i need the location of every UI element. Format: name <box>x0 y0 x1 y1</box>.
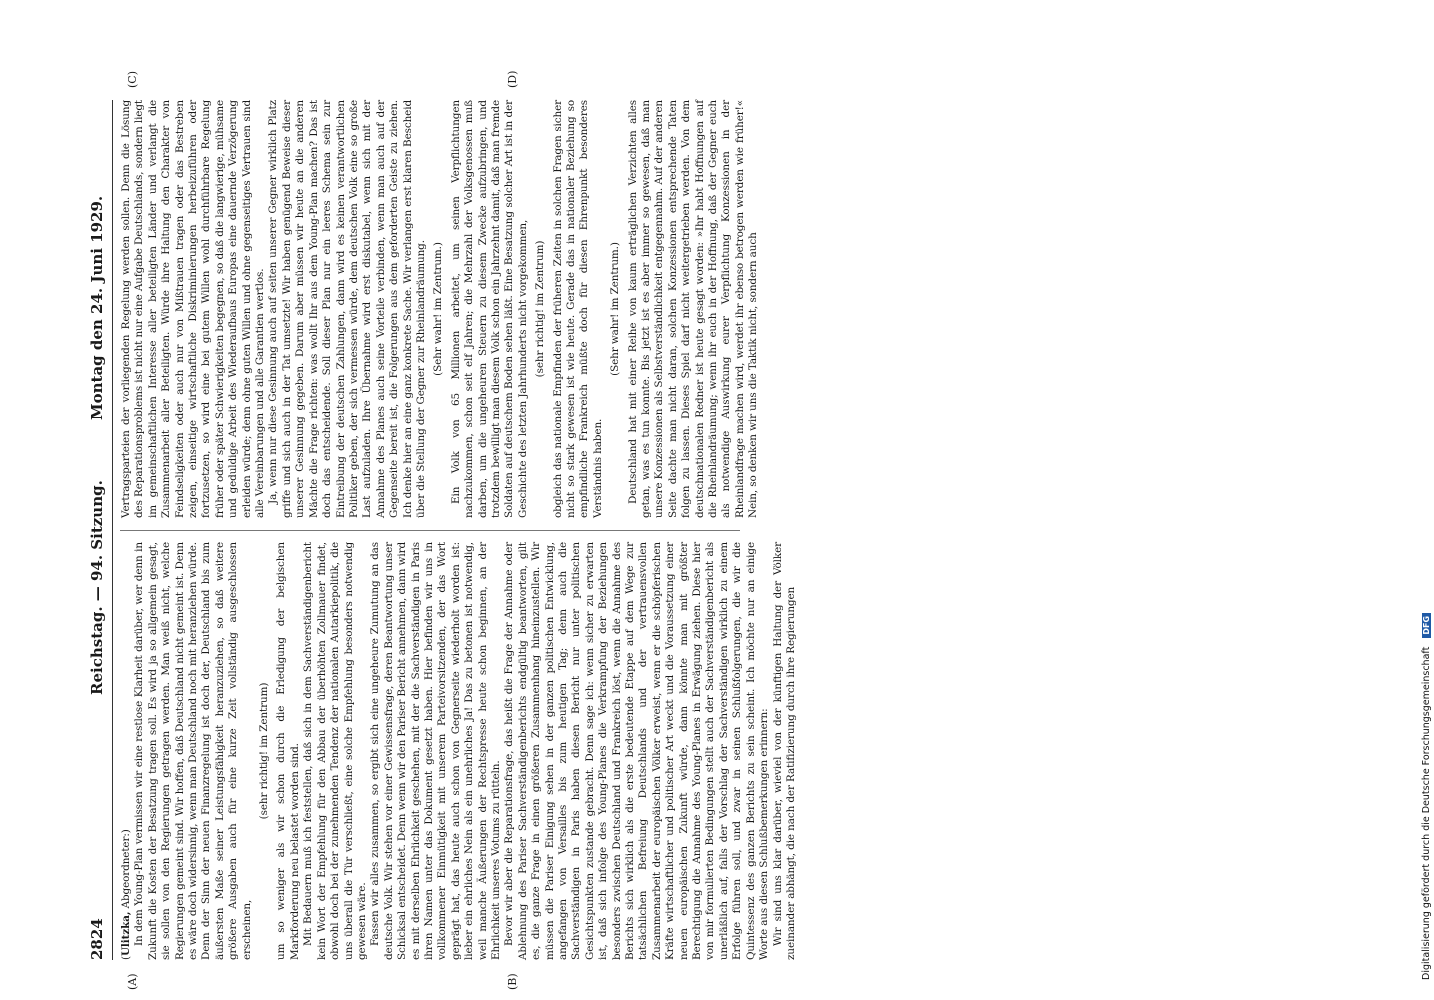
session-title: Reichstag. — 94. Sitzung. <box>88 480 106 695</box>
interjection: (sehr richtig! im Zentrum) <box>258 682 271 820</box>
paragraph: Ja, wenn nur diese Gesinnung auch auf seiten unserer Gegner wirklich Platz griffe und sich auch in der Tat umsetzte! Wir haben genügend Beweise dieser unserer Gesinnung gegeben. Darum aber müssen wir heute an die anderen Mächte die Frage richten: was wollt Ihr aus dem Young-Plan machen? Das ist doch das entscheidende. Soll dieser Plan nur ein leeres Schema sein zur Eintreibung der deutschen Zahlungen, dann wird es keinen verantwortlichen Politiker geben, der sich vermessen würde, dem deutschen Volk eine so große Last aufzuladen. Ihre Übernahme wird erst diskutabel, wenn sich mit der Annahme des Planes auch seine Vorteile verbinden, wenn man auch auf der Gegenseite bereit ist, die Folgerungen aus dem geforderten Geiste zu ziehen. Ich denke hier an eine ganz konkrete Sache. Wir verlangen erst klaren Bescheid über die Stellung der Gegner zur Rheinlandräumung. <box>267 100 427 518</box>
paragraph: In dem Young-Plan vermissen wir eine restlose Klarheit darüber, wer denn in Zukunft die Kosten der Besatzung tragen soll. Es wird ja so allgemein gesagt, sie sollen von den Regierungen getragen werden. Man weiß nicht, welche Regierungen gemeint sind. Wir hoffen, daß Deutschland nicht gemeint ist. Denn es wäre doch widersinnig, wenn man Deutschland noch mit heranziehen würde. Denn der Sinn der neuen Finanzregelung ist doch der, Deutschland bis zum äußersten Maße seiner Leistungsfähigkeit heranzuziehen, so daß weitere größere Ausgaben auch für eine kurze Zeit vollständig ausgeschlossen erscheinen, <box>133 542 253 960</box>
dfg-credit-text: Digitalisierung gefördert durch die Deutsche Forschungsgemeinschaft <box>1421 646 1432 980</box>
session-date: Montag den 24. Juni 1929. <box>88 195 106 420</box>
paragraph: Vertragsparteien der vorliegenden Regelung werden sollen. Denn die Lösung des Reparationsproblems ist nicht nur eine Aufgabe Deutschlands, sondern liegt im gemeinschaftlichen Interesse aller beteiligten Länder und verlangt die Zusammenarbeit aller Beteiligten. Würde ihre Haltung den Charakter von Feindseligkeiten oder auch nur von Mißtrauen tragen oder das Bestreben zeigen, einseitige wirtschaftliche Diskriminierungen herbeizuführen oder fortzusetzen, so wird eine bei gutem Willen wohl durchführbare Regelung früher oder später Schwierigkeiten begegnen, so daß die langwierige, mühsame und geduldige Arbeit des Wiederaufbaus Europas eine dauernde Verzögerung erleiden würde; denn ohne guten Willen und ohne gegenseitiges Vertrauen sind alle Vereinbarungen und alle Garantien wertlos. <box>120 100 267 518</box>
column-divider <box>120 530 740 531</box>
interjection: (Sehr wahr! im Zentrum.) <box>609 242 622 376</box>
dfg-logo: DFG <box>1422 613 1431 638</box>
margin-marker-a: (A) <box>126 973 139 990</box>
margin-marker-c: (C) <box>126 71 139 88</box>
page-header <box>86 100 113 960</box>
paragraph: um so weniger als wir schon durch die Erledigung der belgischen Markforderung neu belastet worden sind. <box>275 542 301 960</box>
interjection: (sehr richtig! im Zentrum) <box>534 240 547 378</box>
speaker-role: Abgeordneter: <box>120 833 132 909</box>
paragraph: Ein Volk von 65 Millionen arbeitet, um seinen Verpflichtungen nachzukommen, schon seit elf Jahren; die Mehrzahl der Volksgenossen muß darben, um die ungeheuren Steuern zu diesem Zwecke aufzubringen, und trotzdem bewilligt man diesem Volk schon ein Jahrzehnt damit, daß man fremde Soldaten auf deutschem Boden sehen läßt. Eine Besatzung solcher Art ist in der Geschichte des letzten Jahrhunderts nicht vorgekommen, <box>449 100 529 518</box>
speaker-line: (Ulitzka, Abgeordneter:) <box>120 829 132 960</box>
right-column <box>120 100 761 518</box>
left-column <box>120 542 798 960</box>
dfg-credit <box>1421 0 1432 980</box>
margin-marker-b: (B) <box>506 973 519 990</box>
interjection: (Sehr wahr! im Zentrum.) <box>432 242 445 376</box>
paragraph: Deutschland hat mit einer Reihe von kaum erträglichen Verzichten alles getan, was es tun konnte. Bis jetzt ist es aber immer so gewesen, daß man unsere Konzessionen als Selbstverständlichkeit entgegennahm. Auf der anderen Seite dachte man nicht daran, solchen Konzessionen entsprechende Taten folgen zu lassen. Dieses Spiel darf nicht weitergetrieben werden. Von dem deutschnationalen Redner ist heute gesagt worden: »Ihr habt Hoffnungen auf die Rheinlandräumung; wenn ihr euch in der Hoffnung, daß der Gegner euch als notwendige Auswirkung eurer Verpflichtung Konzessionen in der Rheinlandfrage machen wird, werdet ihr ebenso betrogen werden wie früher!« Nein, so denken wir uns die Taktik nicht, sondern auch <box>626 100 760 518</box>
paragraph: Mit Bedauern muß ich feststellen, daß sich in dem Sachverständigenbericht kein Wort der Empfehlung für den Abbau der überhöhten Zollmauer findet, obwohl doch bei der zunehmenden Tendenz der nationalen Autarkiepolitik, die uns überall die Tür verschließt, eine solche Empfehlung besonders notwendig gewesen wäre. <box>302 542 368 960</box>
speaker-name: Ulitzka, <box>120 911 132 957</box>
paragraph: Wir sind uns klar darüber, wieviel von der künftigen Haltung der Völker zueinander abhängt, die nach der Ratifizierung durch ihre Regierungen <box>771 542 797 960</box>
margin-marker-d: (D) <box>506 70 519 88</box>
paragraph: Fassen wir alles zusammen, so ergibt sich eine ungeheure Zumutung an das deutsche Volk. Wir stehen vor einer Gewissensfrage, deren Beantwortung unser Schicksal entscheidet. Denn wenn wir den Pariser Bericht annehmen, dann wird es mit derselben Ehrlichkeit geschehen, mit der die Sachverständigen in Paris ihren Namen unter das Dokument gesetzt haben. Hier befinden wir uns in vollkommener Einmütigkeit mit unserem Parteivorsitzenden, der das Wort geprägt hat, das heute auch schon von Gegnerseite wiederholt worden ist: lieber ein ehrliches Nein als ein unehrliches Ja! Das zu betonen ist notwendig, weil manche Äußerungen der Rechtspresse heute schon beginnen, an der Ehrlichkeit unseres Votums zu rütteln. <box>369 542 502 960</box>
rotated-page <box>86 70 797 990</box>
page-number: 2824 <box>88 918 106 960</box>
paragraph: obgleich das nationale Empfinden der früheren Zeiten in solchen Fragen sicher nicht so stark gewesen ist wie heute. Gerade das in nationaler Beziehung so empfindliche Frankreich müßte doch für diesen Ehrenpunkt besonderes Verständnis haben. <box>551 100 604 518</box>
paragraph: Bevor wir aber die Reparationsfrage, das heißt die Frage der Annahme oder Ablehnung des Pariser Sachverständigenberichts endgültig beantworten, gilt es, die ganze Frage in einen größeren Zusammenhang hineinzustellen. Wir müssen die Pariser Einigung sehen in der ganzen politischen Entwicklung, angefangen von Versailles bis zum heutigen Tag; denn auch die Sachverständigen in Paris haben diesen Bericht nur unter politischen Gesichtspunkten zustande gebracht. Denn sage ich: wenn sicher zu erwarten ist, daß sich infolge des Young-Planes die Verkrampfung der Beziehungen besonders zwischen Deutschland und Frankreich löst, wenn die Annahme des Berichts sich wirklich als die erste bedeutende Etappe auf dem Wege zur tatsächlichen Befreiung Deutschlands und der vertrauensvollen Zusammenarbeit der europäischen Völker erweist, wenn er die schöpferischen Kräfte wirtschaftlicher und politischer Art weckt und die Voraussetzung einer neuen europäischen Zukunft würde, dann könnte man mit größter Berechtigung die Annahme des Young-Planes in Erwägung ziehen. Diese hier von mir formulierten Bedingungen stellt auch der Sachverständigenbericht als unerläßlich auf, falls der Vorschlag der Sachverständigen wirklich zu einem Erfolge führen soll, und zwar in seinen Schlußfolgerungen, die wir die Quintessenz des ganzen Berichts zu sein scheint. Ich möchte nur an einige Worte aus diesen Schlußbemerkungen erinnern: <box>503 542 771 960</box>
